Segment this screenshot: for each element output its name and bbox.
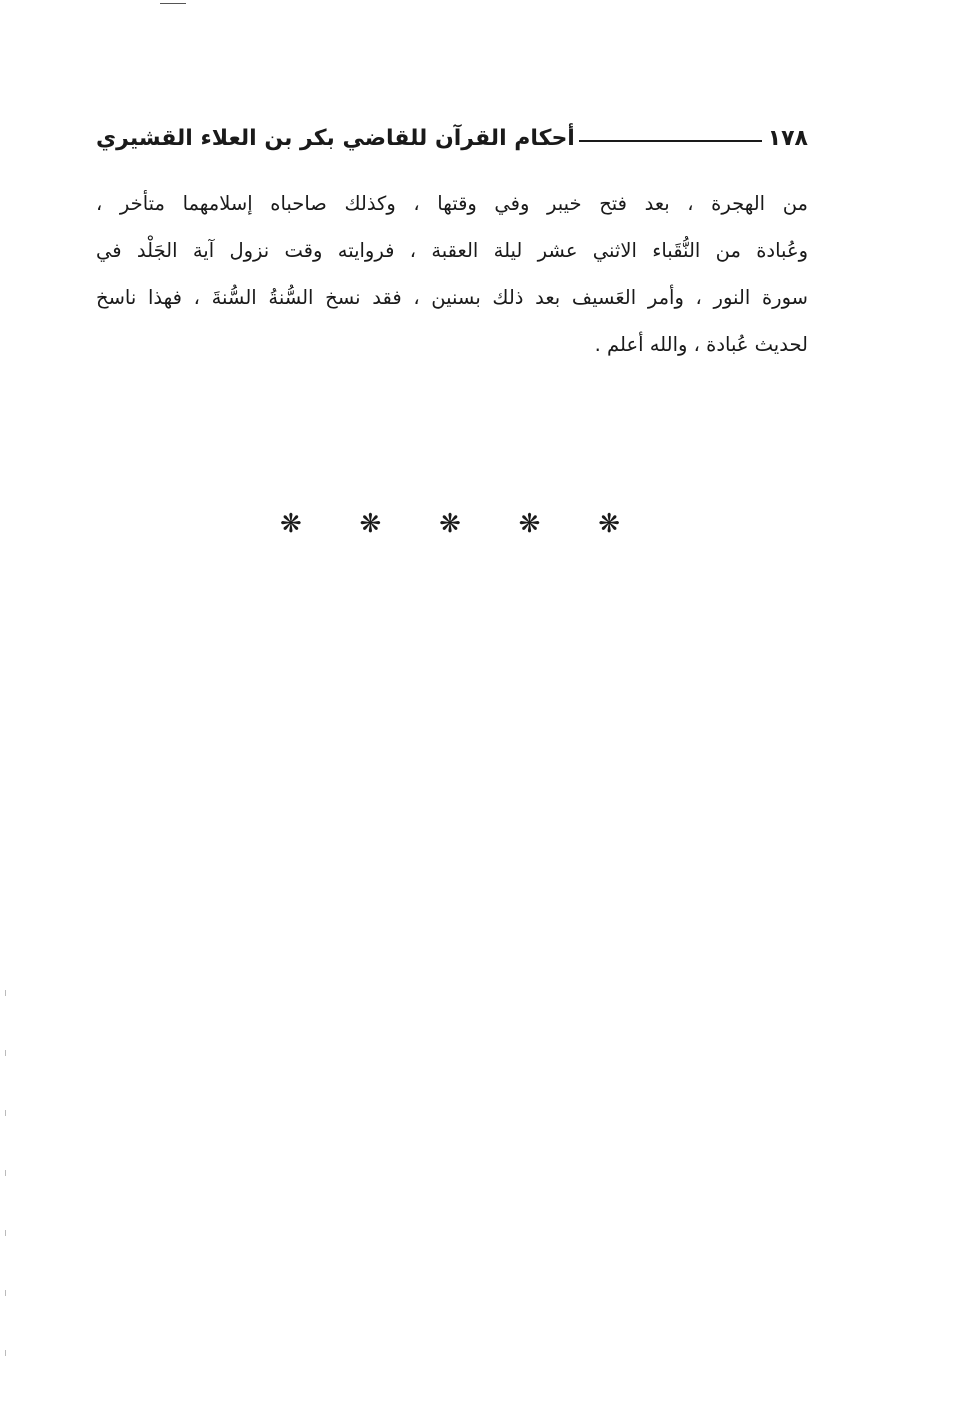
section-separator bbox=[280, 508, 620, 540]
asterism-icon: ❋ bbox=[280, 509, 302, 539]
page-number: ١٧٨ bbox=[767, 125, 808, 151]
body-text bbox=[96, 180, 808, 368]
text-line: من الهجرة ، بعد فتح خيبر وفي وقتها ، وكذلك صاحباه إسلامهما متأخر ، bbox=[96, 192, 808, 215]
asterism-icon: ❋ bbox=[518, 509, 541, 539]
asterism-icon: ❋ bbox=[598, 509, 620, 539]
text-line: وعُبادة من النُّقَباء الاثني عشر ليلة العقبة ، فروايته وقت نزول آية الجَلْد في bbox=[96, 239, 808, 262]
running-title: أحكام القرآن للقاضي بكر بن العلاء القشيري bbox=[96, 125, 575, 151]
asterism-icon: ❋ bbox=[439, 509, 461, 539]
header-rule bbox=[579, 140, 762, 142]
running-header bbox=[96, 118, 808, 158]
asterism-icon: ❋ bbox=[359, 509, 382, 539]
margin-ticks bbox=[5, 990, 6, 1410]
text-line: سورة النور ، وأمر العَسيف بعد ذلك بسنين ، فقد نسخ السُّنةُ السُّنةَ ، فهذا ناسخ bbox=[96, 286, 808, 309]
text-line: لحديث عُبادة ، والله أعلم . bbox=[594, 333, 808, 356]
top-margin-mark bbox=[160, 3, 186, 4]
